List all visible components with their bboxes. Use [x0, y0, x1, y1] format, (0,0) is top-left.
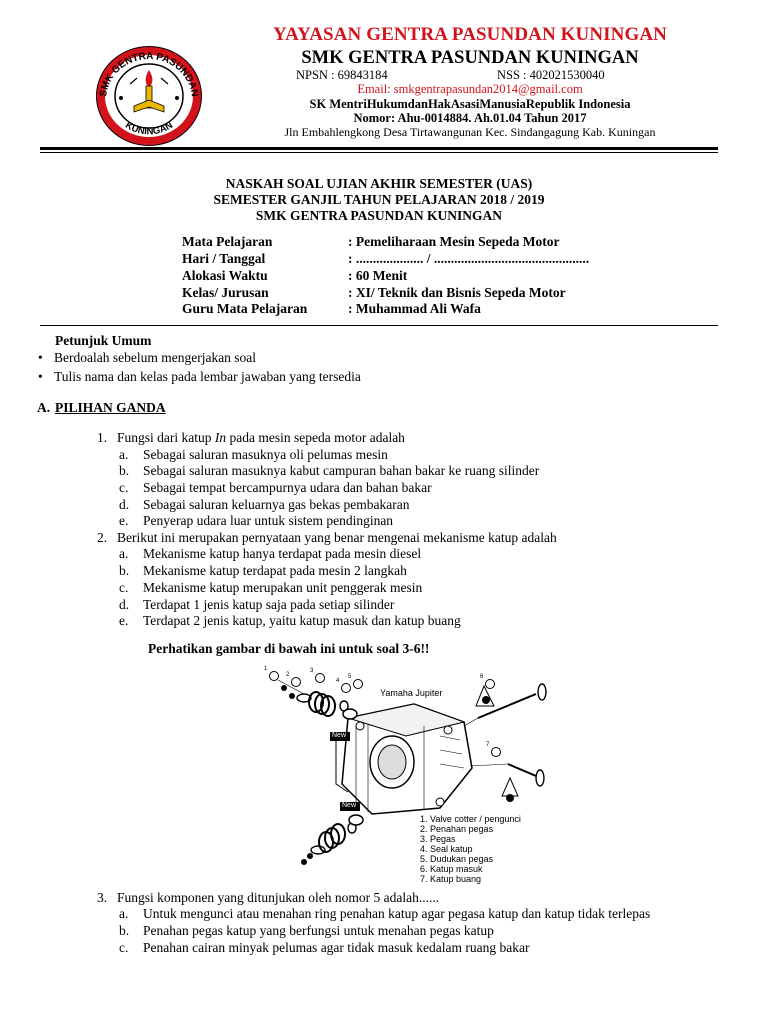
- npsn-number: NPSN : 69843184: [296, 68, 388, 82]
- school-logo: [90, 40, 208, 152]
- callout-label: 4: [336, 678, 340, 684]
- callout-label: 3: [310, 668, 314, 674]
- nss-number: NSS : 402021530040: [497, 68, 605, 82]
- school-name: SMK GENTRA PASUNDAN KUNINGAN: [301, 48, 639, 68]
- exam-semester: SEMESTER GANJIL TAHUN PELAJARAN 2018 / 2019: [213, 192, 545, 207]
- header-rule-thin: [40, 152, 718, 153]
- logo-text-bottom: KUNINGAN: [123, 119, 175, 138]
- foundation-name: YAYASAN GENTRA PASUNDAN KUNINGAN: [273, 24, 667, 45]
- info-divider: [40, 325, 718, 326]
- callout-label: 2: [286, 672, 290, 678]
- info-value: : .................... / ..............................................: [348, 251, 590, 266]
- bullet-icon: •: [38, 350, 43, 365]
- option: a. Untuk mengunci atau menahan ring penahan katup agar pegasa katup dan katup tidak terlepas: [119, 906, 651, 921]
- section-heading: A. PILIHAN GANDA: [37, 400, 166, 415]
- option: e. Penyerap udara luar untuk sistem pendinginan: [119, 513, 394, 528]
- info-row: [182, 301, 481, 317]
- figure-note: Perhatikan gambar di bawah ini untuk soal 3-6!!: [148, 641, 430, 656]
- info-value: : Pemeliharaan Mesin Sepeda Motor: [348, 234, 560, 249]
- info-row: [182, 268, 407, 284]
- logo-text-top: SMK GENTRA PASUNDAN: [98, 50, 200, 98]
- decree-line: SK MentriHukumdanHakAsasiManusiaRepublik Indonesia: [309, 97, 631, 111]
- info-value: : Muhammad Ali Wafa: [348, 301, 481, 316]
- info-value: : 60 Menit: [348, 268, 408, 283]
- instructions-heading: Petunjuk Umum: [55, 333, 152, 348]
- school-email: Email: smkgentrapasundan2014@gmail.com: [357, 82, 583, 96]
- question-2: 2. Berikut ini merupakan pernyataan yang benar mengenai mekanisme katup adalah: [97, 530, 557, 545]
- legend-item: 3. Pegas: [420, 834, 456, 844]
- option: b. Penahan pegas katup yang berfungsi untuk menahan pegas katup: [119, 923, 494, 938]
- legend-item: 7. Katup buang: [420, 874, 482, 884]
- exam-school: SMK GENTRA PASUNDAN KUNINGAN: [255, 208, 503, 223]
- callout-label: 1: [264, 666, 268, 672]
- option: c. Mekanisme katup merupakan unit penggerak mesin: [119, 580, 423, 595]
- intake-valve: [476, 684, 546, 718]
- callout-label: 7: [486, 742, 490, 748]
- school-address: Jln Embahlengkong Desa Tirtawangunan Kec. Sindangagung Kab. Kuningan: [284, 125, 656, 139]
- option: c. Sebagai tempat bercampurnya udara dan bahan bakar: [119, 480, 432, 495]
- figure-legend: [420, 814, 521, 884]
- new-tag: New: [332, 732, 347, 739]
- decree-number: Nomor: Ahu-0014884. Ah.01.04 Tahun 2017: [353, 111, 587, 125]
- new-tag: New: [342, 802, 357, 809]
- question-3: 3. Fungsi komponen yang ditunjukan oleh nomor 5 adalah......: [97, 890, 440, 905]
- info-label: Kelas/ Jurusan: [182, 285, 269, 300]
- valve-diagram: [264, 666, 548, 888]
- lower-spring-stack: [301, 815, 363, 865]
- bullet-icon: •: [38, 369, 43, 384]
- legend-item: 6. Katup masuk: [420, 864, 483, 874]
- info-row: [182, 285, 566, 301]
- option: b. Mekanisme katup terdapat pada mesin 2 langkah: [119, 563, 407, 578]
- info-label: Mata Pelajaran: [182, 234, 273, 249]
- list-item: • Berdoalah sebelum mengerjakan soal: [38, 350, 257, 365]
- option: e. Terdapat 2 jenis katup, yaitu katup masuk dan katup buang: [119, 613, 461, 628]
- option: d. Terdapat 1 jenis katup saja pada setiap silinder: [119, 597, 395, 612]
- list-item: • Tulis nama dan kelas pada lembar jawaban yang tersedia: [38, 369, 361, 384]
- info-label: Guru Mata Pelajaran: [182, 301, 308, 316]
- header-rule-thick: [40, 147, 718, 150]
- exam-title: NASKAH SOAL UJIAN AKHIR SEMESTER (UAS): [225, 176, 533, 191]
- callout-label: 6: [480, 674, 484, 680]
- legend-item: 5. Dudukan pegas: [420, 854, 494, 864]
- exhaust-valve: [502, 764, 544, 802]
- option: d. Sebagai saluran keluarnya gas bekas pembakaran: [119, 497, 410, 512]
- option: c. Penahan cairan minyak pelumas agar tidak masuk kedalam ruang bakar: [119, 940, 530, 955]
- option: a. Sebagai saluran masuknya oli pelumas mesin: [119, 447, 388, 462]
- option: b. Sebagai saluran masuknya kabut campuran bahan bakar ke ruang silinder: [119, 463, 540, 478]
- info-row: [182, 234, 559, 250]
- info-label: Hari / Tanggal: [182, 251, 266, 266]
- info-value: : XI/ Teknik dan Bisnis Sepeda Motor: [348, 285, 566, 300]
- brand-label: Yamaha Jupiter: [380, 688, 443, 698]
- info-row: [182, 251, 589, 267]
- legend-item: 4. Seal katup: [420, 844, 473, 854]
- callout-label: 5: [348, 674, 352, 680]
- legend-item: 2. Penahan pegas: [420, 824, 494, 834]
- info-label: Alokasi Waktu: [182, 268, 268, 283]
- question-1: 1. Fungsi dari katup In pada mesin sepeda motor adalah: [97, 430, 405, 445]
- option: a. Mekanisme katup hanya terdapat pada mesin diesel: [119, 546, 422, 561]
- legend-item: 1. Valve cotter / pengunci: [420, 814, 521, 824]
